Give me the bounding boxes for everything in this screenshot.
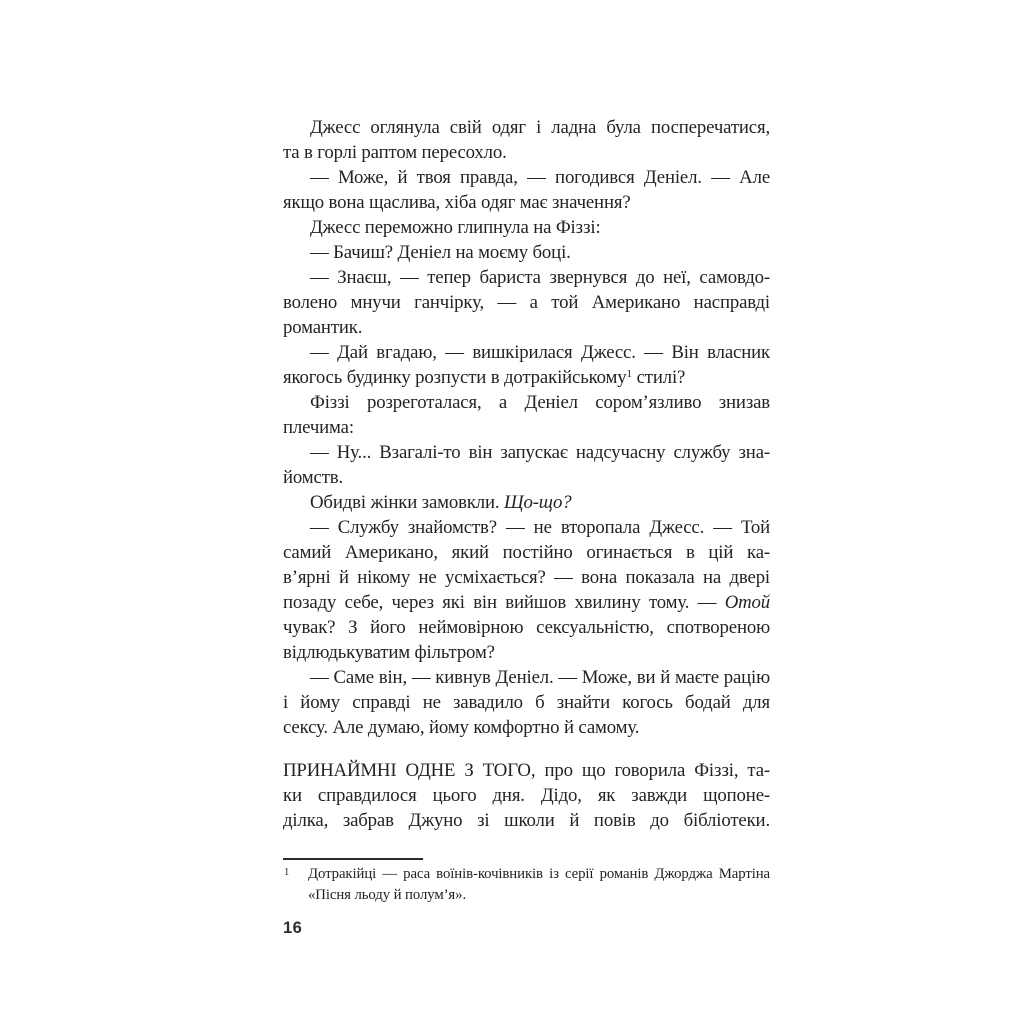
text-line <box>283 690 770 715</box>
text-segment: ки справдилося цього дня. Дідо, як завжди щопоне- <box>283 785 770 806</box>
text-line <box>283 140 770 165</box>
text-line <box>283 490 770 515</box>
paragraph <box>283 340 770 390</box>
text-segment: Фіззі розреготалася, а Деніел сором’язливо знизав <box>310 392 770 413</box>
text-segment: романтик. <box>283 317 363 338</box>
text-segment: йомств. <box>283 467 344 488</box>
paragraph <box>283 215 770 240</box>
text-line <box>283 440 770 465</box>
text-line <box>283 165 770 190</box>
text-segment: «Пісня льоду й полум’я». <box>308 887 467 903</box>
text-segment: — Службу знайомств? — не второпала Джесс. — Той <box>310 517 770 538</box>
text-segment: самий Американо, який постійно огинається в цій ка- <box>283 542 770 563</box>
text-line <box>283 783 770 808</box>
page-number: 16 <box>283 919 303 937</box>
paragraph <box>283 115 770 165</box>
text-segment: Джесс переможно глипнула на Фіззі: <box>310 217 601 238</box>
text-line <box>283 115 770 140</box>
text-line <box>283 615 770 640</box>
paragraph <box>283 440 770 490</box>
paragraph <box>283 515 770 665</box>
text-line <box>283 640 770 665</box>
footnote-reference: 1 <box>626 368 633 380</box>
paragraph <box>283 240 770 265</box>
text-segment: і йому справді не завадило б знайти когось бодай для <box>283 692 770 713</box>
text-segment: волено мнучи ганчірку, — а той Американо насправді <box>283 292 770 313</box>
text-segment: — Може, й твоя правда, — погодився Деніел. — Але <box>310 167 770 188</box>
text-line <box>283 265 770 290</box>
text-segment: Обидві жінки замовкли. <box>310 492 505 513</box>
paragraph <box>283 390 770 440</box>
text-segment: позаду себе, через які він вийшов хвилину тому. — <box>283 592 725 613</box>
text-segment: сексу. Але думаю, йому комфортно й самому. <box>283 717 640 738</box>
page-text <box>283 115 770 833</box>
text-line <box>308 885 770 906</box>
text-line <box>283 515 770 540</box>
text-line <box>283 365 770 390</box>
text-segment: стилі? <box>632 367 686 388</box>
text-line <box>283 315 770 340</box>
text-segment: якщо вона щаслива, хіба одяг має значення? <box>283 192 631 213</box>
text-segment: відлюдькуватим фільтром? <box>283 642 495 663</box>
footnote-separator <box>283 858 423 860</box>
text-segment: якогось будинку розпусти в дотракійському <box>283 367 627 388</box>
text-segment: — Знаєш, — тепер бариста звернувся до неї, самовдо- <box>310 267 770 288</box>
text-line <box>283 390 770 415</box>
footnote <box>283 864 770 906</box>
text-line <box>283 665 770 690</box>
text-segment: — Бачиш? Деніел на моєму боці. <box>310 242 571 263</box>
text-line <box>283 808 770 833</box>
text-segment: ділка, забрав Джуно зі школи й повів до бібліотеки. <box>283 810 770 831</box>
footnote-text <box>308 864 770 906</box>
text-line <box>283 465 770 490</box>
text-segment: плечима: <box>283 417 354 438</box>
paragraph <box>283 758 770 833</box>
text-line <box>283 340 770 365</box>
text-line <box>283 215 770 240</box>
text-line <box>283 540 770 565</box>
text-segment: Джесс оглянула свій одяг і ладна була посперечатися, <box>310 117 770 138</box>
paragraph <box>283 665 770 740</box>
text-segment: Що-що? <box>504 492 572 513</box>
text-segment: чувак? З його неймовірною сексуальністю, спотвореною <box>283 617 770 638</box>
text-segment: Отой <box>724 592 770 613</box>
text-line <box>283 415 770 440</box>
text-segment: Дотракійці — раса воїнів-кочівників із серії романів Джорджа Мартіна <box>308 866 770 882</box>
paragraph <box>283 265 770 340</box>
text-segment: — Ну... Взагалі-то він запускає надсучасну службу зна- <box>310 442 770 463</box>
paragraph <box>283 165 770 215</box>
text-line <box>283 565 770 590</box>
text-line <box>283 240 770 265</box>
text-line <box>283 290 770 315</box>
text-segment: в’ярні й нікому не усміхається? — вона показала на двері <box>283 567 770 588</box>
text-line <box>308 864 770 885</box>
text-segment: — Саме він, — кивнув Деніел. — Може, ви й маєте рацію <box>310 667 770 688</box>
text-line <box>283 190 770 215</box>
text-line <box>283 715 770 740</box>
text-line <box>283 590 770 615</box>
text-line <box>283 758 770 783</box>
footnote-marker: 1 <box>284 867 290 878</box>
text-segment: та в горлі раптом пересохло. <box>283 142 507 163</box>
text-segment: — Дай вгадаю, — вишкірилася Джесс. — Він власник <box>310 342 770 363</box>
text-segment: ПРИНАЙМНІ ОДНЕ З ТОГО, про що говорила Фіззі, та- <box>283 760 770 781</box>
paragraph <box>283 490 770 515</box>
